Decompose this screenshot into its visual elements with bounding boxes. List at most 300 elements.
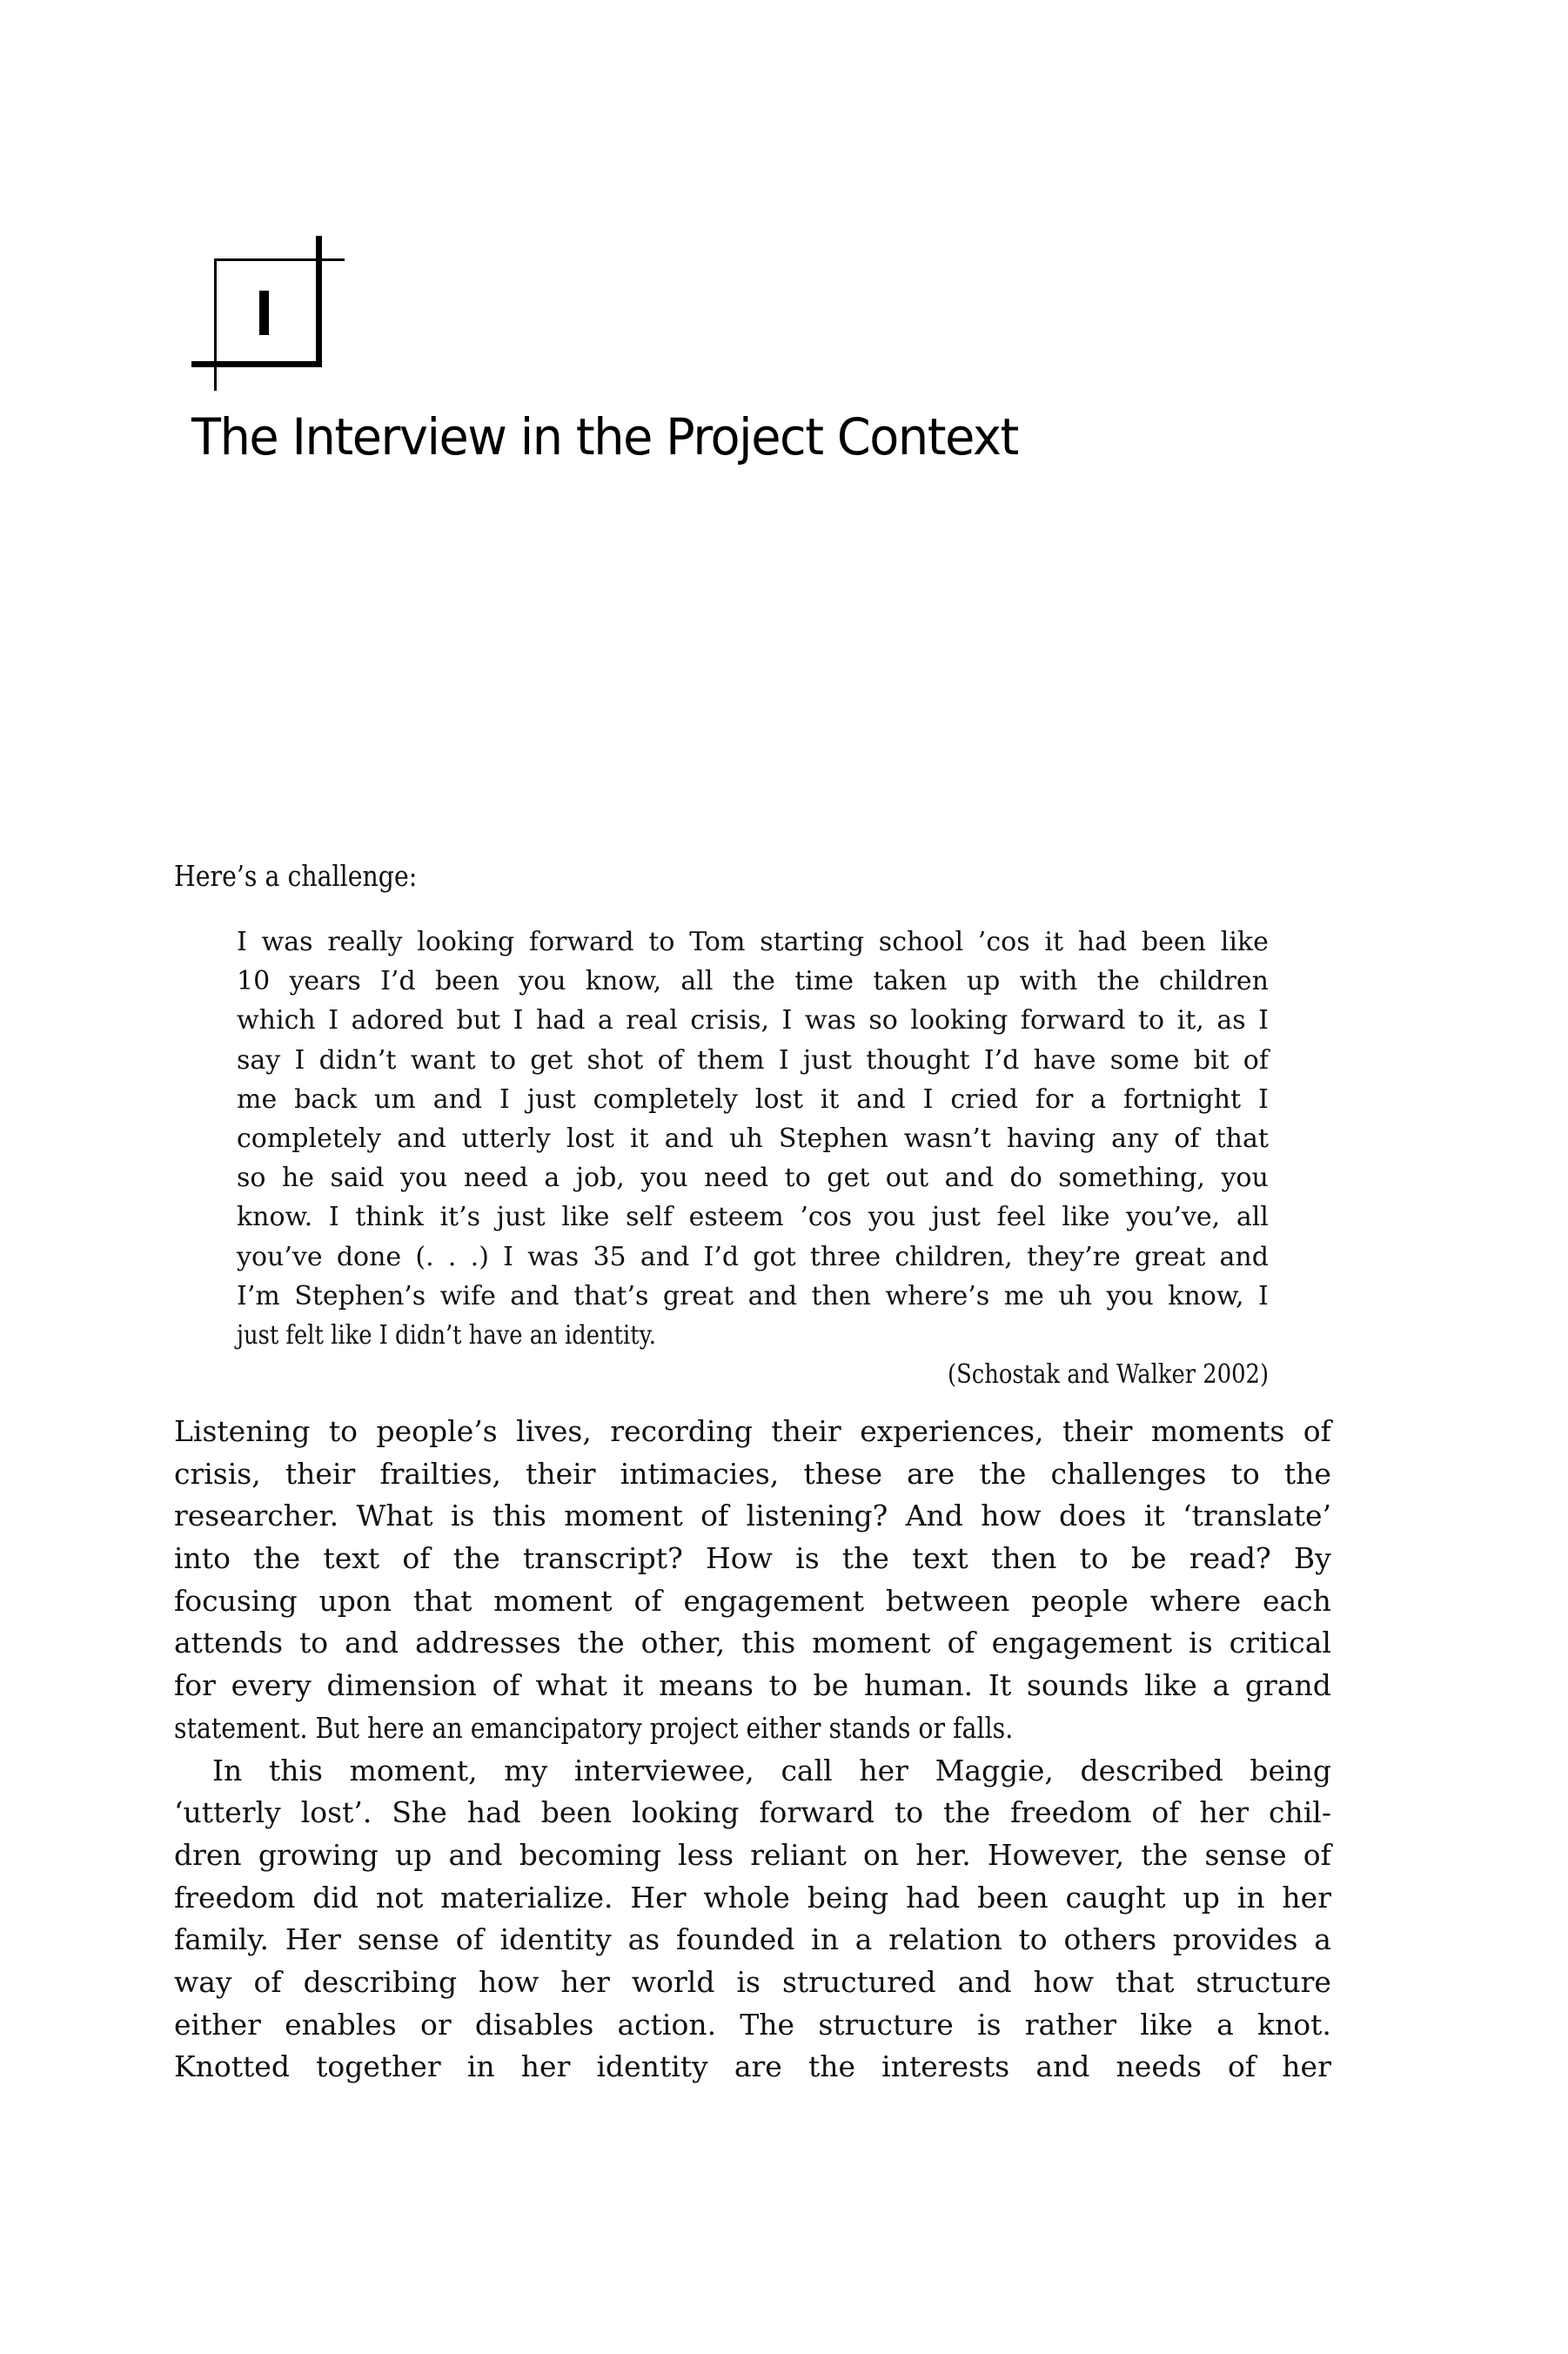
- word: how: [479, 1964, 539, 1999]
- word: and: [747, 1280, 798, 1311]
- word: to: [299, 1626, 329, 1660]
- word: ‘translate’: [1183, 1499, 1331, 1533]
- word: great: [662, 1280, 734, 1311]
- word: years: [289, 966, 361, 997]
- word: becoming: [519, 1837, 661, 1872]
- word: enables: [285, 2007, 397, 2042]
- word: and: [510, 1280, 560, 1311]
- word: action.: [617, 2007, 717, 2042]
- word: then: [811, 1280, 871, 1311]
- word: this: [268, 1753, 323, 1787]
- word: What: [356, 1499, 433, 1533]
- body-line: [174, 1580, 1331, 1623]
- word: this: [492, 1499, 546, 1533]
- word: of: [1174, 1123, 1200, 1154]
- word: for: [1035, 1083, 1074, 1115]
- word: was: [527, 1241, 580, 1272]
- word: her.: [915, 1837, 971, 1872]
- word: know,: [1168, 1280, 1244, 1311]
- body-line: [174, 1622, 1331, 1665]
- word: Her: [285, 1922, 341, 1957]
- word: chil-: [1269, 1795, 1331, 1830]
- word: back: [294, 1083, 358, 1115]
- word: been: [1141, 927, 1206, 957]
- quote-line: [237, 962, 1269, 1001]
- word: children: [1158, 966, 1269, 997]
- word: these: [803, 1456, 882, 1491]
- quote-line: [237, 1277, 1269, 1316]
- word: moment: [564, 1499, 683, 1533]
- word: By: [1293, 1541, 1331, 1576]
- word: disables: [474, 2007, 594, 2042]
- word: each: [1262, 1583, 1331, 1618]
- word: do: [1009, 1163, 1042, 1194]
- word: you’ve,: [1126, 1202, 1221, 1233]
- word: to: [1018, 1922, 1048, 1957]
- word: their: [771, 1414, 841, 1448]
- word: Stephen’s: [294, 1280, 426, 1311]
- word: I: [1257, 1280, 1269, 1311]
- word: done: [336, 1241, 402, 1272]
- word: crisis,: [174, 1456, 261, 1491]
- word: read?: [1189, 1541, 1271, 1576]
- word: adored: [351, 1005, 445, 1036]
- word: uh: [1058, 1280, 1093, 1311]
- word: the: [1283, 1456, 1331, 1491]
- word: you: [519, 966, 566, 997]
- word: and: [957, 1964, 1012, 1999]
- word: researcher.: [174, 1499, 339, 1533]
- word: have: [1033, 1044, 1096, 1076]
- word: in: [1236, 1880, 1265, 1915]
- body-line-last: [174, 1707, 1331, 1750]
- word: a: [1216, 2007, 1234, 2042]
- word: relation: [888, 1922, 1002, 1957]
- word: Stephen: [778, 1123, 888, 1154]
- word: is: [450, 1499, 475, 1533]
- chapter-box-top-rule: [214, 258, 323, 261]
- body-line: [174, 1919, 1331, 1962]
- word: moments: [1150, 1414, 1285, 1448]
- word: her: [1282, 1880, 1331, 1915]
- word: a: [854, 1922, 873, 1957]
- quote-line: [237, 1237, 1269, 1277]
- word: upon: [318, 1583, 392, 1618]
- word: wasn’t: [903, 1123, 991, 1154]
- word: critical: [1229, 1626, 1331, 1660]
- word: a: [1212, 1668, 1230, 1703]
- word: and: [640, 1241, 690, 1272]
- word: real: [626, 1005, 678, 1036]
- chapter-number-box: [174, 204, 331, 360]
- word: to: [1079, 1541, 1109, 1576]
- word: just: [496, 1202, 546, 1233]
- word: up: [966, 966, 1001, 997]
- word: and: [1035, 2049, 1090, 2084]
- word: with: [1019, 966, 1078, 997]
- word: bit: [1193, 1044, 1230, 1076]
- word: needs: [1116, 2049, 1202, 2084]
- word: he: [281, 1163, 315, 1194]
- word: was: [261, 927, 313, 957]
- word: time: [794, 966, 854, 997]
- word: identity: [596, 2049, 708, 2084]
- word: interviewee,: [573, 1753, 754, 1787]
- body-line: [174, 1495, 1331, 1538]
- word: as: [1216, 1005, 1246, 1036]
- word: the: [1096, 966, 1140, 997]
- word: of: [492, 1668, 520, 1703]
- word: completely: [593, 1083, 738, 1115]
- word: addresses: [415, 1626, 561, 1660]
- word: ’cos: [977, 927, 1030, 957]
- body-line: [174, 2046, 1331, 2089]
- word: growing: [258, 1837, 379, 1872]
- word: to: [489, 1044, 517, 1076]
- word: me: [237, 1083, 278, 1115]
- word: been: [977, 1880, 1049, 1915]
- word: And: [905, 1499, 963, 1533]
- word: is: [795, 1541, 820, 1576]
- body-line: [174, 1453, 1331, 1496]
- word: lost: [754, 1083, 803, 1115]
- chapter-title: The Interview in the Project Context: [191, 407, 1018, 466]
- word: didn’t: [318, 1044, 397, 1076]
- word: .: [447, 1241, 457, 1272]
- word: forward: [528, 927, 634, 957]
- word: are: [907, 1456, 955, 1491]
- word: need: [704, 1163, 769, 1194]
- word: text: [912, 1541, 968, 1576]
- quote-line: [237, 1080, 1269, 1119]
- word: in: [811, 1922, 839, 1957]
- body-line: [174, 1877, 1331, 1920]
- word: attends: [174, 1626, 284, 1660]
- word: something,: [1058, 1163, 1205, 1194]
- word: engagement: [683, 1583, 865, 1618]
- word: thought: [866, 1044, 970, 1076]
- word: forward: [1020, 1005, 1126, 1036]
- word: a: [597, 1005, 613, 1036]
- word: transcript?: [522, 1541, 683, 1576]
- word: be: [1130, 1541, 1167, 1576]
- word: are: [734, 2049, 782, 2084]
- word: intimacies,: [620, 1456, 780, 1491]
- word: been: [540, 1795, 613, 1830]
- word: I’m: [237, 1280, 280, 1311]
- intro-line: Here’s a challenge:: [174, 859, 418, 893]
- word: Listening: [174, 1414, 311, 1448]
- word: and: [448, 1837, 503, 1872]
- word: three: [809, 1241, 881, 1272]
- paragraph-2: [174, 1750, 1331, 2089]
- word: to: [768, 1668, 798, 1703]
- word: the: [979, 1456, 1027, 1491]
- word: then: [991, 1541, 1057, 1576]
- word: She: [392, 1795, 447, 1830]
- chapter-number: [174, 204, 175, 205]
- word: just: [931, 1202, 981, 1233]
- word: uh: [729, 1123, 763, 1154]
- word: as: [627, 1922, 660, 1957]
- word: looking: [632, 1795, 740, 1830]
- word: I: [294, 1044, 305, 1076]
- word: it: [1044, 927, 1063, 957]
- word: like: [561, 1202, 610, 1233]
- word: of: [253, 1964, 282, 1999]
- word: her: [859, 1753, 908, 1787]
- word: great: [1135, 1241, 1206, 1272]
- word: it: [630, 1123, 649, 1154]
- word: and: [432, 1083, 483, 1115]
- word: for: [174, 1668, 216, 1703]
- word: is: [1189, 1626, 1213, 1660]
- word: completely: [237, 1123, 382, 1154]
- word: lives,: [516, 1414, 592, 1448]
- word: text: [323, 1541, 380, 1576]
- word: is: [977, 2007, 1002, 2042]
- body-line: [174, 1962, 1331, 2004]
- word: on: [863, 1837, 900, 1872]
- body-line: [174, 1750, 1331, 1793]
- word: you: [1106, 1280, 1154, 1311]
- word: the: [841, 1541, 889, 1576]
- word: it: [820, 1083, 840, 1115]
- word: being: [807, 1880, 889, 1915]
- word: lost’.: [300, 1795, 372, 1830]
- word: I: [328, 1005, 339, 1036]
- word: ‘utterly: [174, 1795, 281, 1830]
- word: been: [434, 966, 499, 997]
- word: had: [906, 1880, 961, 1915]
- word: a: [1314, 1922, 1331, 1957]
- word: whole: [703, 1880, 790, 1915]
- word: any: [1111, 1123, 1159, 1154]
- word: that’s: [573, 1280, 649, 1311]
- word: However,: [987, 1837, 1125, 1872]
- quote-line-last: [237, 1316, 1269, 1355]
- word: think: [355, 1202, 424, 1233]
- word: sense: [357, 1922, 439, 1957]
- word: Knotted: [174, 2049, 290, 2084]
- word: like: [1220, 927, 1269, 957]
- quote-line: [237, 1001, 1269, 1040]
- word: challenges: [1050, 1456, 1207, 1491]
- word: so: [237, 1163, 266, 1194]
- word: I’d: [983, 1044, 1020, 1076]
- word: reliant: [750, 1837, 847, 1872]
- word: of: [1303, 1837, 1331, 1872]
- word: fortnight: [1123, 1083, 1242, 1115]
- word: caught: [1065, 1880, 1166, 1915]
- word: having: [1006, 1123, 1096, 1154]
- word: to: [648, 927, 675, 957]
- line-text: statement. But here an emancipatory project either stands or falls.: [174, 1710, 1014, 1745]
- word: of: [947, 1626, 975, 1660]
- word: listening?: [746, 1499, 888, 1533]
- quote-line: [237, 1041, 1269, 1080]
- word: it,: [1176, 1005, 1204, 1036]
- word: Her: [630, 1880, 687, 1915]
- word: lost: [566, 1123, 614, 1154]
- word: either: [174, 2007, 261, 2042]
- word: dren: [174, 1837, 242, 1872]
- word: like: [1144, 1668, 1197, 1703]
- word: up: [1183, 1880, 1220, 1915]
- word: every: [231, 1668, 312, 1703]
- body-line: [174, 1411, 1331, 1453]
- word: they’re: [1027, 1241, 1121, 1272]
- word: and: [944, 1163, 995, 1194]
- word: other,: [640, 1626, 726, 1660]
- word: where: [1149, 1583, 1242, 1618]
- word: the: [577, 1626, 625, 1660]
- word: get: [827, 1163, 870, 1194]
- word: to: [894, 1795, 924, 1830]
- word: you: [1221, 1163, 1269, 1194]
- word: shot: [586, 1044, 644, 1076]
- word: her: [1199, 1795, 1250, 1830]
- word: structured: [781, 1964, 936, 1999]
- quote-line: [237, 1158, 1269, 1197]
- word: utterly: [461, 1123, 551, 1154]
- word: their: [526, 1456, 596, 1491]
- word: which: [237, 1005, 316, 1036]
- word: starting: [760, 927, 865, 957]
- word: ’cos: [800, 1202, 853, 1233]
- word: the: [452, 1541, 500, 1576]
- word: I: [513, 1005, 524, 1036]
- word: be: [813, 1668, 849, 1703]
- word: this: [741, 1626, 796, 1660]
- word: I: [237, 927, 247, 957]
- word: but: [456, 1005, 501, 1036]
- chapter-box-top-rule-extension: [323, 258, 345, 261]
- word: want: [410, 1044, 476, 1076]
- word: a: [544, 1163, 560, 1194]
- word: had: [466, 1795, 521, 1830]
- word: is: [736, 1964, 761, 1999]
- word: out: [885, 1163, 929, 1194]
- chapter-box-left-rule: [214, 258, 217, 361]
- word: others: [1063, 1922, 1157, 1957]
- word: their: [1062, 1414, 1133, 1448]
- word: looking: [910, 1005, 1008, 1036]
- word: had: [1077, 927, 1128, 957]
- word: .): [470, 1241, 489, 1272]
- word: like: [1140, 2007, 1193, 2042]
- word: means: [659, 1668, 754, 1703]
- word: (.: [415, 1241, 434, 1272]
- word: I: [499, 1083, 510, 1115]
- word: job,: [575, 1163, 625, 1194]
- word: like: [1062, 1202, 1110, 1233]
- quote-line: [237, 922, 1269, 962]
- word: The: [740, 2007, 795, 2042]
- word: looking: [417, 927, 515, 957]
- word: together: [316, 2049, 441, 2084]
- word: founded: [676, 1922, 795, 1957]
- word: it: [622, 1668, 644, 1703]
- word: the: [732, 966, 775, 997]
- word: of: [402, 1541, 431, 1576]
- word: know.: [237, 1202, 313, 1233]
- word: moment: [812, 1626, 931, 1660]
- word: me: [1003, 1280, 1044, 1311]
- word: does: [1059, 1499, 1127, 1533]
- word: wife: [439, 1280, 496, 1311]
- word: I: [778, 1044, 789, 1076]
- word: or: [419, 2007, 452, 2042]
- word: grand: [1244, 1668, 1331, 1703]
- word: children,: [895, 1241, 1013, 1272]
- word: I’d: [703, 1241, 740, 1272]
- body-line: [174, 1538, 1331, 1580]
- word: described: [1080, 1753, 1223, 1787]
- word: get: [530, 1044, 573, 1076]
- paragraph-1: [174, 1411, 1331, 1750]
- body-line: [174, 1665, 1331, 1707]
- word: crisis,: [690, 1005, 770, 1036]
- chapter-box-right-rule: [316, 236, 322, 367]
- quote-citation: [237, 1355, 1269, 1394]
- word: where’s: [885, 1280, 990, 1311]
- word: you’ve: [237, 1241, 323, 1272]
- word: taken: [873, 966, 948, 997]
- word: esteem: [688, 1202, 784, 1233]
- word: How: [706, 1541, 773, 1576]
- word: sense: [1204, 1837, 1287, 1872]
- word: less: [678, 1837, 734, 1872]
- word: of: [700, 1499, 729, 1533]
- word: got: [753, 1241, 796, 1272]
- word: Tom: [689, 927, 746, 957]
- block-quote: [237, 922, 1269, 1394]
- word: you: [400, 1163, 448, 1194]
- word: school: [878, 927, 964, 957]
- word: It: [988, 1668, 1012, 1703]
- word: all: [680, 966, 714, 997]
- word: need: [463, 1163, 528, 1194]
- word: 35: [593, 1241, 627, 1272]
- word: being: [1250, 1753, 1331, 1787]
- word: it: [1143, 1499, 1165, 1533]
- word: her: [1282, 2049, 1331, 2084]
- word: and: [345, 1626, 399, 1660]
- word: the: [807, 2049, 855, 2084]
- word: Maggie,: [935, 1753, 1054, 1787]
- body-line: [174, 2004, 1331, 2047]
- word: up: [394, 1837, 432, 1872]
- word: way: [174, 1964, 232, 1999]
- word: I: [328, 1202, 339, 1233]
- word: them: [697, 1044, 765, 1076]
- word: people: [1031, 1583, 1129, 1618]
- word: moment: [493, 1583, 613, 1618]
- word: some: [1109, 1044, 1180, 1076]
- word: moment,: [349, 1753, 478, 1787]
- word: of: [1243, 1044, 1269, 1076]
- word: just: [802, 1044, 852, 1076]
- word: I: [1257, 1083, 1269, 1115]
- word: structure: [1196, 1964, 1331, 1999]
- word: um: [374, 1083, 416, 1115]
- chapter-box-bottom-rule: [191, 361, 322, 367]
- body-line: [174, 1792, 1331, 1834]
- word: in: [466, 2049, 495, 2084]
- word: rather: [1024, 2007, 1117, 2042]
- word: provides: [1172, 1922, 1298, 1957]
